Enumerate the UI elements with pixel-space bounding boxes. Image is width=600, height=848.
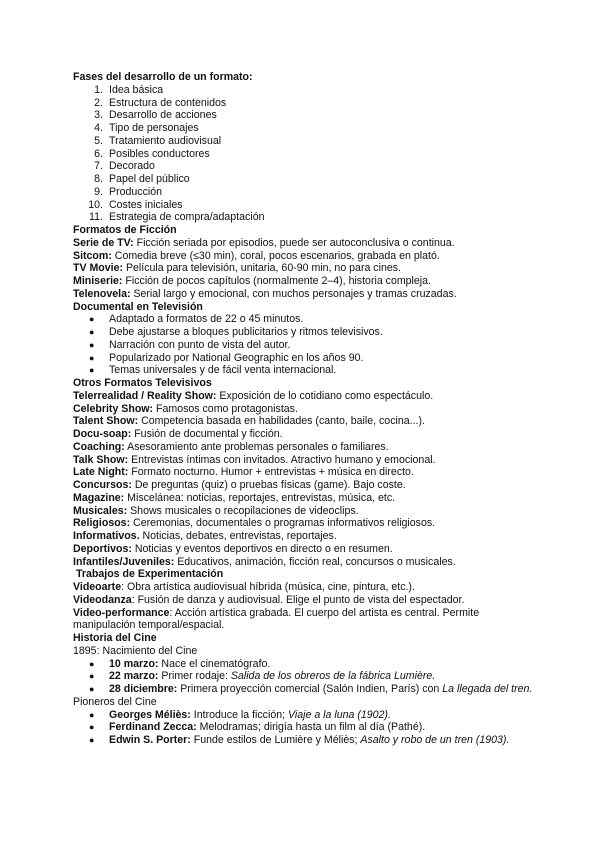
list-item: 6. Posibles conductores	[94, 147, 210, 160]
definition-item: Miniserie: Ficción de pocos capítulos (normalmente 2–4), historia compleja.	[73, 275, 431, 287]
list-item: 11. Estrategia de compra/adaptación	[89, 211, 265, 224]
list-item: ● Edwin S. Porter: Funde estilos de Lumière y Méliès; Asalto y robo de un tren (1903).	[89, 734, 510, 746]
list-item: ● 28 diciembre: Primera proyección comercial (Salón Indien, París) con La llegada del tren.	[89, 683, 533, 695]
otros-title: Otros Formatos Televisivos	[73, 377, 212, 389]
list-item: 3. Desarrollo de acciones	[94, 109, 217, 122]
bullet-icon: ●	[89, 339, 95, 350]
definition-item: Telenovela: Serial largo y emocional, con muchos personajes y tramas cruzadas.	[73, 287, 457, 300]
list-item: 7. Decorado	[94, 160, 155, 173]
definition-item: Celebrity Show: Famosos como protagonistas.	[73, 402, 298, 415]
list-item: ● Temas universales y de fácil venta internacional.	[89, 364, 337, 377]
bullet-icon: ●	[89, 735, 95, 745]
documental-title: Documental en Televisión	[73, 300, 203, 313]
bullet-icon: ●	[89, 314, 95, 325]
document-page	[73, 71, 543, 747]
definition-item: Infantiles/Juveniles: Educativos, animación, ficción real, concursos o musicales.	[73, 555, 456, 568]
fases-list	[73, 84, 543, 224]
list-item: ● Debe ajustarse a bloques publicitarios y ritmos televisivos.	[89, 326, 383, 338]
bullet-icon: ●	[89, 684, 95, 694]
list-item: 2. Estructura de contenidos	[94, 96, 227, 109]
list-item: 4. Tipo de personajes	[94, 122, 199, 134]
definition-item: Deportivos: Noticias y eventos deportivos en directo o en resumen.	[73, 542, 393, 555]
bullet-icon: ●	[89, 365, 95, 376]
bullet-icon: ●	[89, 722, 95, 733]
definition-item: Videoarte: Obra artística audiovisual híbrida (música, cine, pintura, etc.).	[73, 581, 415, 593]
definition-item: Religiosos: Ceremonias, documentales o programas informativos religiosos.	[73, 517, 436, 530]
historia-subtitle-1895: 1895: Nacimiento del Cine	[73, 644, 198, 657]
list-item: 10. Costes iniciales	[88, 198, 183, 211]
fases-title: Fases del desarrollo de un formato:	[73, 71, 253, 83]
definition-item: Videodanza: Fusión de danza y audiovisual. Elige el punto de vista del espectador.	[73, 593, 465, 606]
bullet-icon: ●	[89, 709, 95, 720]
list-item: ● Popularizado por National Geographic en los años 90.	[89, 351, 364, 364]
list-item: ● 22 marzo: Primer rodaje: Salida de los obreros de la fábrica Lumière.	[89, 670, 436, 683]
definition-item: Concursos: De preguntas (quiz) o pruebas físicas (game). Bajo coste.	[73, 479, 406, 491]
list-item: ● Georges Méliès: Introduce la ficción; Viaje a la luna (1902).	[89, 708, 391, 721]
list-item: 8. Papel del público	[94, 173, 190, 185]
historia-subtitle-pioneros: Pioneros del Cine	[73, 695, 157, 708]
ficcion-title: Formatos de Ficción	[73, 224, 177, 236]
definition-item: Sitcom: Comedia breve (≤30 min), coral, pocos escenarios, grabada en plató.	[73, 249, 440, 262]
list-item: 1. Idea básica	[94, 83, 164, 96]
bullet-icon: ●	[89, 352, 95, 363]
definition-item: Informativos. Noticias, debates, entrevistas, reportajes.	[73, 530, 337, 542]
definition-item: Video-performance: Acción artística grabada. El cuerpo del artista es central. Permite manipulación temporal/espacial.	[73, 606, 480, 632]
definition-item: Talent Show: Competencia basada en habilidades (canto, baile, cocina...).	[73, 415, 425, 428]
list-item: 5. Tratamiento audiovisual	[94, 134, 222, 147]
list-item: 9. Producción	[94, 185, 162, 198]
list-item: ● Adaptado a formatos de 22 o 45 minutos.	[89, 313, 304, 326]
definition-item: Docu-soap: Fusión de documental y ficción.	[73, 428, 283, 440]
definition-item: Talk Show: Entrevistas íntimas con invitados. Atractivo humano y emocional.	[73, 453, 436, 466]
historia-title: Historia del Cine	[73, 632, 157, 644]
definition-item: TV Movie: Película para televisión, unitaria, 60-90 min, no para cines.	[73, 262, 401, 275]
definition-item: Musicales: Shows musicales o recopilaciones de videoclips.	[73, 504, 359, 517]
definition-item: Late Night: Formato nocturno. Humor + entrevistas + música en directo.	[73, 466, 414, 479]
definition-item: Coaching: Asesoramiento ante problemas personales o familiares.	[73, 440, 389, 453]
bullet-icon: ●	[89, 671, 95, 682]
list-item: ● 10 marzo: Nace el cinematógrafo.	[89, 657, 271, 670]
experimentacion-title: Trabajos de Experimentación	[76, 568, 224, 581]
definition-item: Magazine: Miscelánea: noticias, reportajes, entrevistas, música, etc.	[73, 491, 396, 504]
bullet-icon: ●	[89, 327, 95, 337]
list-item: ● Ferdinand Zecca: Melodramas; dirigía hasta un film al día (Pathé).	[89, 721, 426, 734]
bullet-icon: ●	[89, 658, 95, 669]
definition-item: Telerrealidad / Reality Show: Exposición de lo cotidiano como espectáculo.	[73, 389, 434, 402]
definition-item: Serie de TV: Ficción seriada por episodios, puede ser autoconclusiva o continua.	[73, 236, 455, 249]
list-item: ● Narración con punto de vista del autor.	[89, 338, 291, 351]
